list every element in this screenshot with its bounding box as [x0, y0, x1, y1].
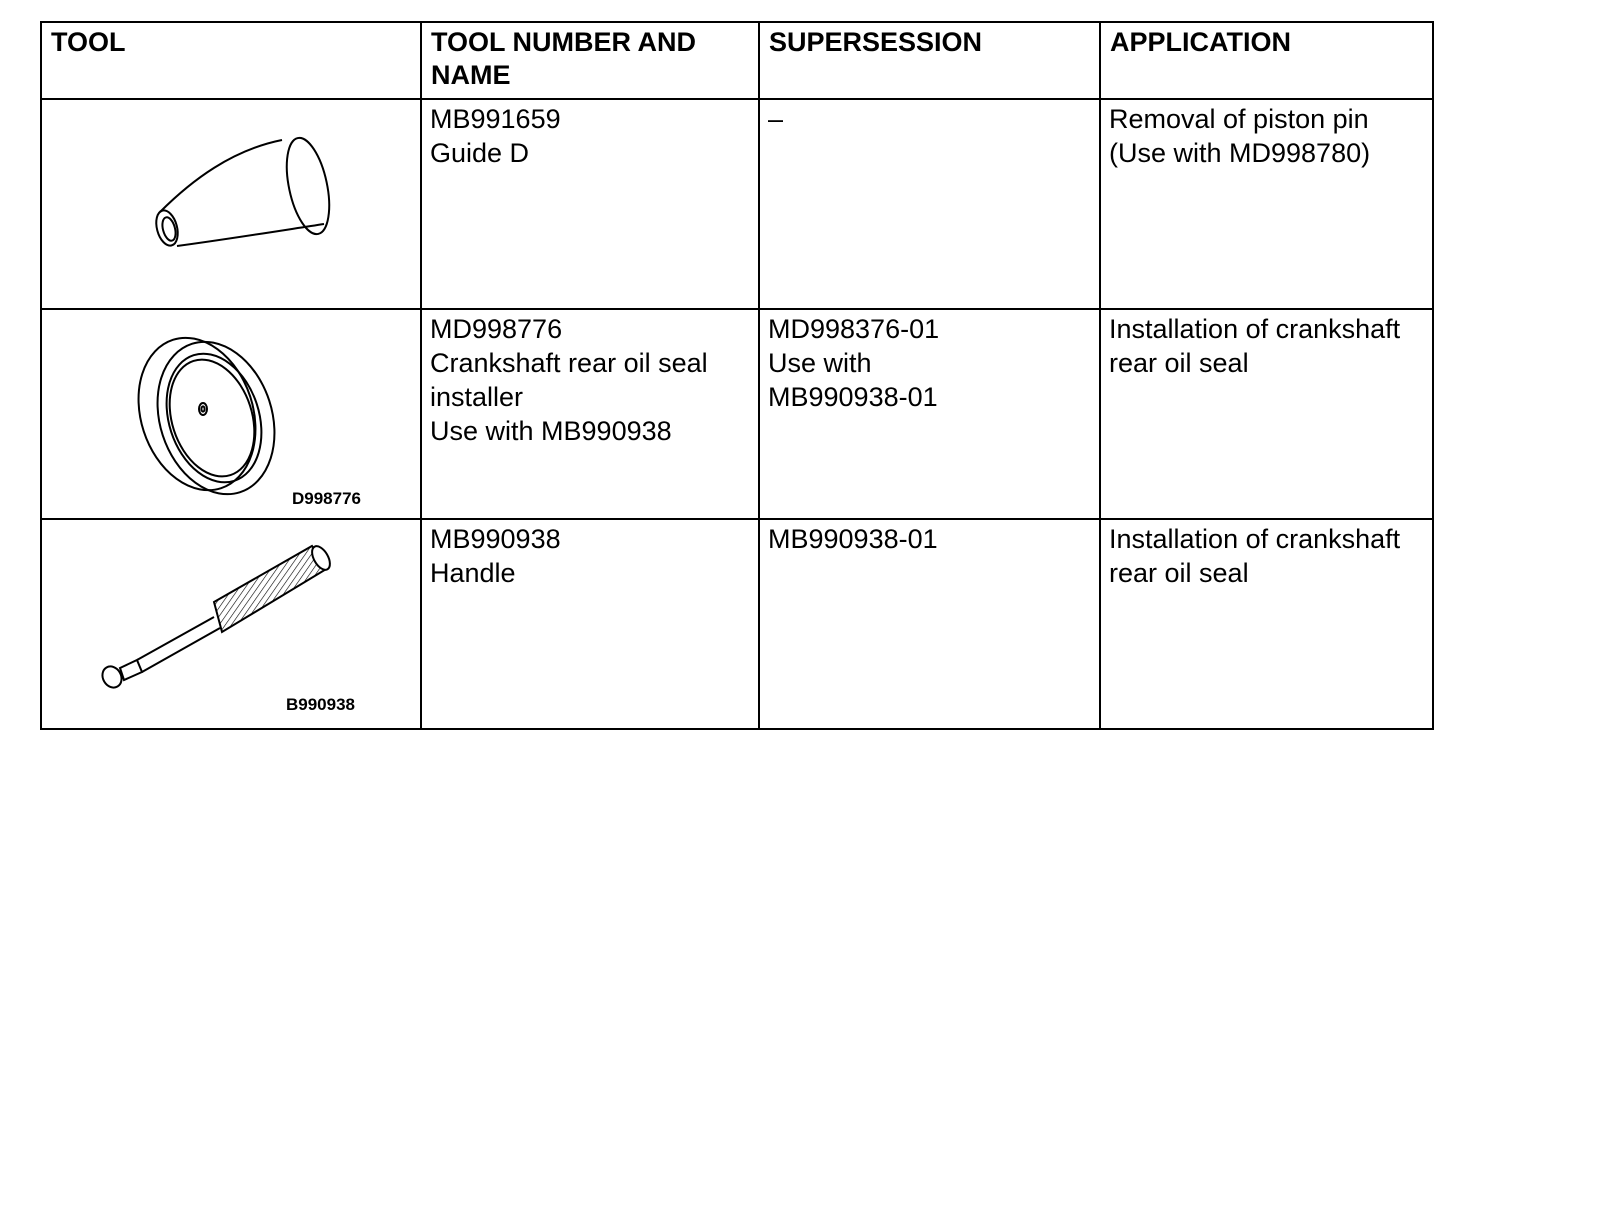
- table-row: [41, 309, 1433, 519]
- tool-name: Handle: [430, 558, 516, 588]
- supersession-text: Use with: [768, 348, 872, 378]
- supersession-cell: [759, 519, 1100, 729]
- header-application: APPLICATION: [1100, 22, 1433, 99]
- tool-name: Crankshaft rear oil seal installer: [430, 348, 708, 412]
- supersession-text: MB990938-01: [768, 382, 938, 412]
- header-row: [41, 22, 1433, 99]
- seal-installer-disc-icon: [42, 310, 422, 524]
- table-row: [41, 519, 1433, 729]
- knurled-handle-icon: [42, 520, 422, 734]
- tool-illustration-cell: [41, 519, 421, 729]
- supersession-text: –: [768, 104, 784, 134]
- supersession-text: MB990938-01: [768, 524, 938, 554]
- special-tools-table: [40, 21, 1434, 730]
- application-text: (Use with MD998780): [1109, 138, 1371, 168]
- application-text: rear oil seal: [1109, 558, 1249, 588]
- tool-illustration-cell: [41, 99, 421, 309]
- header-tool: TOOL: [41, 22, 421, 99]
- supersession-text: MD998376-01: [768, 314, 940, 344]
- table-row: [41, 99, 1433, 309]
- conical-guide-icon: [42, 100, 422, 314]
- tool-number-and-name-cell: [421, 99, 759, 309]
- application-text: rear oil seal: [1109, 348, 1249, 378]
- illustration-code: D998776: [292, 489, 362, 508]
- tool-number: MB990938: [430, 524, 561, 554]
- tool-number: MD998776: [430, 314, 563, 344]
- application-text: Removal of piston pin: [1109, 104, 1369, 134]
- illustration-code: B990938: [286, 695, 356, 714]
- application-cell: [1100, 309, 1433, 519]
- tool-illustration-cell: [41, 309, 421, 519]
- application-text: Installation of crankshaft: [1109, 314, 1401, 344]
- tool-number-and-name-cell: [421, 519, 759, 729]
- tool-name: Guide D: [430, 138, 530, 168]
- supersession-cell: [759, 99, 1100, 309]
- header-supersession: SUPERSESSION: [759, 22, 1100, 99]
- application-cell: [1100, 99, 1433, 309]
- tool-number: MB991659: [430, 104, 561, 134]
- tool-note: Use with MB990938: [430, 416, 672, 446]
- application-cell: [1100, 519, 1433, 729]
- application-text: Installation of crankshaft: [1109, 524, 1401, 554]
- header-tool-number-and-name: TOOL NUMBER AND NAME: [421, 22, 759, 99]
- supersession-cell: [759, 309, 1100, 519]
- tool-number-and-name-cell: [421, 309, 759, 519]
